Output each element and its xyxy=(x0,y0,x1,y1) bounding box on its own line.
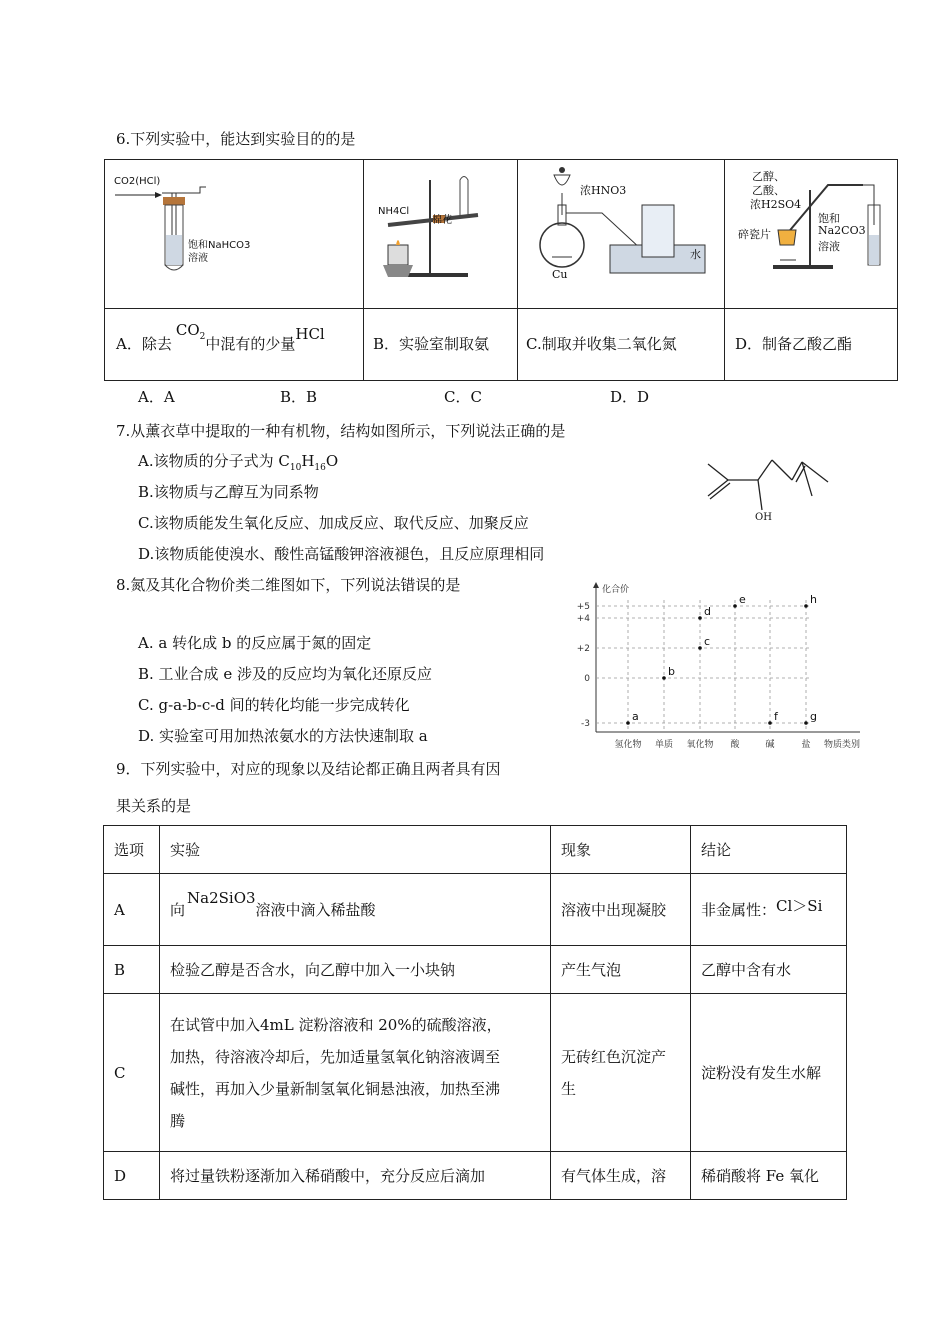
q6-choice-c[interactable]: C．C xyxy=(444,388,482,406)
row-c-option: C xyxy=(104,994,160,1152)
row-a-exp-formula: Na2SiO3 xyxy=(187,888,256,907)
co2-text: CO xyxy=(175,321,200,339)
x-tick-label: 氢化物 xyxy=(614,740,642,750)
x-tick-label: 碱 xyxy=(765,740,775,750)
y-tick-label: +5 xyxy=(576,602,590,612)
row-a-exp-post: 溶液中滴入稀盐酸 xyxy=(255,900,376,919)
reagent-d-3: 浓H2SO4 xyxy=(750,198,802,211)
y-tick-label: +4 xyxy=(576,614,590,624)
valence-chart xyxy=(560,580,870,755)
data-point-h xyxy=(804,604,808,608)
row-c-exp-line-2: 加热，待溶液冷却后，先加适量氢氧化钠溶液调至 xyxy=(170,1047,501,1066)
caption-a-pre: A．除去 xyxy=(116,335,172,353)
x-tick-label: 酸 xyxy=(730,740,740,750)
q7-option-b[interactable]: B.该物质与乙醇互为同系物 xyxy=(138,483,319,501)
row-c-phen-line-1: 无砖红色沉淀产 xyxy=(561,1047,667,1066)
nh4cl-text: NH4Cl xyxy=(378,206,410,217)
header-experiment: 实验 xyxy=(160,826,551,874)
row-a-option: A xyxy=(104,874,160,946)
q7-a-o: O xyxy=(325,452,339,470)
header-phenomenon: 现象 xyxy=(551,826,691,874)
row-d-conclusion: 稀硝酸将 Fe 氧化 xyxy=(691,1152,847,1200)
data-label-h: h xyxy=(810,593,817,606)
x-tick-label: 氧化物 xyxy=(686,740,714,750)
table-row xyxy=(104,874,847,946)
row-c-phen-line-2: 生 xyxy=(561,1079,577,1098)
row-a-phenomenon: 溶液中出现凝胶 xyxy=(551,874,691,946)
q7-stem: 7.从薰衣草中提取的一种有机物，结构如图所示，下列说法正确的是 xyxy=(116,422,566,440)
row-c-experiment xyxy=(160,994,551,1152)
row-c-conclusion: 淀粉没有发生水解 xyxy=(691,994,847,1152)
reagent-d-1: 乙醇、 xyxy=(752,170,785,183)
data-label-a: a xyxy=(632,710,639,723)
row-d-phenomenon: 有气体生成，溶 xyxy=(551,1152,691,1200)
y-tick-label: -3 xyxy=(581,719,590,729)
solution-label-1: 饱和NaHCO3 xyxy=(188,240,251,251)
caption-a-mid: 中混有的少量 xyxy=(205,335,296,353)
q6-stem: 6.下列实验中，能达到实验目的的是 xyxy=(116,130,356,148)
q9-table xyxy=(103,825,847,1200)
hno3-label: 浓HNO3 xyxy=(580,184,627,197)
caption-a xyxy=(116,321,325,356)
data-point-d xyxy=(698,616,702,620)
q8-option-a[interactable]: A. a 转化成 b 的反应属于氮的固定 xyxy=(138,634,372,652)
x-tick-label: 盐 xyxy=(801,740,811,750)
q8-option-b[interactable]: B. 工业合成 e 涉及的反应均为氧化还原反应 xyxy=(138,665,432,683)
q7-option-a[interactable] xyxy=(138,450,338,473)
data-label-c: c xyxy=(704,635,711,648)
row-a-conclusion xyxy=(691,874,847,946)
row-a-concl-formula: Cl＞Si xyxy=(776,896,823,915)
data-point-c xyxy=(698,646,702,650)
caption-c: C.制取并收集二氧化氮 xyxy=(526,335,677,353)
row-b-option: B xyxy=(104,946,160,994)
caption-b: B．实验室制取氨 xyxy=(373,335,490,353)
water-label: 水 xyxy=(690,248,701,261)
data-label-b: b xyxy=(668,665,675,678)
caption-a-co2: $CO_2$ xyxy=(175,321,206,342)
x-axis-title: 物质类别 xyxy=(823,740,860,750)
data-label-g: g xyxy=(810,710,817,723)
data-point-b xyxy=(662,676,666,680)
row-c-exp-line-3: 碱性，再加入少量新制氢氧化铜悬浊液，加热至沸 xyxy=(170,1079,501,1098)
row-a-exp-pre: 向 xyxy=(170,900,186,919)
y-tick-label: +2 xyxy=(576,644,590,654)
cu-label: Cu xyxy=(552,268,568,281)
cotton-label: 棉花 xyxy=(432,215,452,226)
row-d-option: D xyxy=(104,1152,160,1200)
gas-label: CO2(HCl) xyxy=(114,176,161,187)
q9-stem-2: 果关系的是 xyxy=(116,797,192,815)
q9-stem-1: 9．下列实验中，对应的现象以及结论都正确且两者具有因 xyxy=(116,760,501,778)
chips-label: 碎瓷片 xyxy=(738,228,771,241)
q7-option-c[interactable]: C.该物质能发生氧化反应、加成反应、取代反应、加聚反应 xyxy=(138,514,529,532)
solution-d-2: Na2CO3 xyxy=(818,224,866,237)
row-c-phenomenon xyxy=(551,994,691,1152)
table-row xyxy=(104,946,847,994)
x-tick-label: 单质 xyxy=(654,740,674,750)
data-point-f xyxy=(768,721,772,725)
solution-d-3: 溶液 xyxy=(818,240,840,253)
header-option: 选项 xyxy=(104,826,160,874)
row-b-experiment: 检验乙醇是否含水，向乙醇中加入一小块钠 xyxy=(160,946,551,994)
q7-a-c: 10 xyxy=(289,463,302,473)
q8-stem: 8.氮及其化合物价类二维图如下，下列说法错误的是 xyxy=(116,576,461,594)
oh-label: OH xyxy=(755,512,772,523)
row-c-exp-line-4: 腾 xyxy=(170,1111,186,1130)
q7-a-hn: 16 xyxy=(314,463,326,473)
reagent-d-2: 乙酸、 xyxy=(752,184,785,197)
data-point-e xyxy=(733,604,737,608)
q8-option-c[interactable]: C. g-a-b-c-d 间的转化均能一步完成转化 xyxy=(138,696,410,714)
row-b-phenomenon: 产生气泡 xyxy=(551,946,691,994)
row-d-experiment: 将过量铁粉逐渐加入稀硝酸中，充分反应后滴加 xyxy=(160,1152,551,1200)
apparatus-b-image xyxy=(368,165,508,305)
q6-choice-b[interactable]: B．B xyxy=(280,388,318,406)
data-label-e: e xyxy=(739,593,746,606)
data-label-f: f xyxy=(774,710,778,723)
caption-d: D．制备乙酸乙酯 xyxy=(735,335,853,353)
caption-a-hcl: HCl xyxy=(295,325,325,343)
nh4cl-label xyxy=(378,206,409,217)
y-tick-label: 0 xyxy=(584,674,590,684)
y-axis-title: 化合价 xyxy=(602,585,630,595)
q9-header-row xyxy=(104,826,847,874)
row-c-exp-line-1: 在试管中加入4mL 淀粉溶液和 20%的硫酸溶液， xyxy=(170,1015,502,1034)
row-a-experiment xyxy=(160,874,551,946)
data-label-d: d xyxy=(704,605,711,618)
header-conclusion: 结论 xyxy=(691,826,847,874)
q6-choice-a[interactable]: A．A xyxy=(138,388,175,406)
y-axis-arrow xyxy=(593,582,599,588)
q8-option-d[interactable]: D. 实验室可用加热浓氨水的方法快速制取 a xyxy=(138,727,428,745)
q7-a-h: H xyxy=(301,452,315,470)
q6-choice-d[interactable]: D．D xyxy=(610,388,650,406)
solution-label-2: 溶液 xyxy=(188,253,208,264)
data-point-g xyxy=(804,721,808,725)
q7-option-d[interactable]: D.该物质能使溴水、酸性高锰酸钾溶液褪色，且反应原理相同 xyxy=(138,545,545,563)
table-row xyxy=(104,1152,847,1200)
q7-a-pre: A.该物质的分子式为 C xyxy=(138,452,290,470)
solution-d-1: 饱和 xyxy=(818,212,840,225)
data-point-a xyxy=(626,721,630,725)
row-a-concl-pre: 非金属性： xyxy=(701,900,777,919)
table-row xyxy=(104,994,847,1152)
row-b-conclusion: 乙醇中含有水 xyxy=(691,946,847,994)
